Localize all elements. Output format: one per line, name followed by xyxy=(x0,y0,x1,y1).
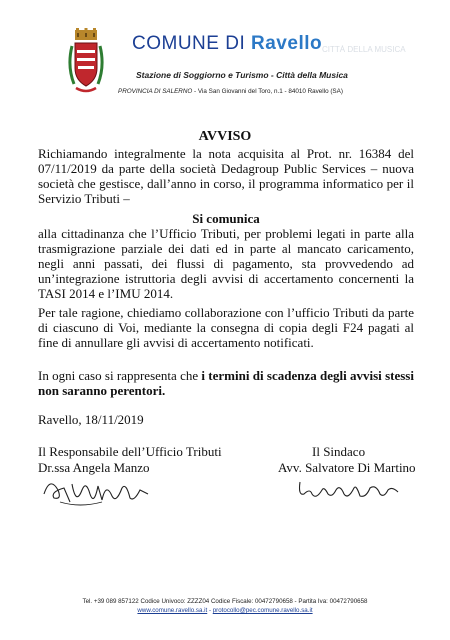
comune-title xyxy=(132,33,322,55)
paragraph-3-bold: i termini di scadenza degli avvisi stessi non saranno perentori. xyxy=(38,368,414,398)
title-ravello: Ravello xyxy=(251,33,323,54)
title-di: DI xyxy=(219,33,252,54)
coat-of-arms-icon xyxy=(68,28,104,104)
paragraph-3-start: In ogni caso si rappresenta che xyxy=(38,368,202,383)
si-comunica-heading: Si comunica xyxy=(192,211,260,226)
intro-paragraph: Richiamando integralmente la nota acquisita al Prot. nr. 16384 del 07/11/2019 da parte della società Dedagroup Public Services – nuova società che gestisce, dall’anno in corso, il programma informatico per il Servizio Tributi – xyxy=(38,146,414,206)
address-street: - Via San Giovanni del Toro, n.1 - 84010 Ravello (SA) xyxy=(192,88,343,95)
signature-block-right xyxy=(278,444,416,476)
header-subtitle: Stazione di Soggiorno e Turismo - Città della Musica xyxy=(136,70,348,80)
watermark-text: CITTÀ DELLA MUSICA xyxy=(322,45,406,54)
title-prefix: COMUNE xyxy=(132,33,220,54)
document-date: Ravello, 18/11/2019 xyxy=(38,412,144,427)
left-name: Dr.ssa Angela Manzo xyxy=(38,460,150,475)
address-province: PROVINCIA DI SALERNO xyxy=(118,88,193,95)
paragraph-1: alla cittadinanza che l’Ufficio Tributi, per problemi legati in parte alla trasmigrazione parziale dei dati ed in parte al mancato caricamento, negli anni passati, dei flussi di pagamento, sta provvedendo ad un’integrazione istruttoria degli avvisi di accertamento concernenti la TASI 2014 e l’IMU 2014. xyxy=(38,226,414,301)
paragraph-3 xyxy=(38,368,414,398)
footer-contacts: Tel. +39 089 857122 Codice Univoco: ZZZZ04 Codice Fiscale: 00472790658 - Partita Iva: 00472790658 xyxy=(82,598,368,605)
website-link[interactable]: www.comune.ravello.sa.it xyxy=(137,607,208,614)
notice-heading: AVVISO xyxy=(198,129,252,144)
header-address xyxy=(118,88,343,95)
left-role: Il Responsabile dell’Ufficio Tributi xyxy=(38,444,222,459)
paragraph-2: Per tale ragione, chiediamo collaborazione con l’ufficio Tributi da parte di ciascuno di Voi, mediante la consegna di copia degli F24 pagati al fine di annullare gli avvisi di accertamento notificati. xyxy=(38,305,414,350)
pec-link[interactable]: protocollo@pec.comune.ravello.sa.it xyxy=(212,607,313,614)
footer-separator: - xyxy=(207,607,213,614)
handwritten-signature-right xyxy=(296,474,406,504)
right-role: Il Sindaco xyxy=(312,444,366,459)
footer xyxy=(0,598,450,614)
right-name: Avv. Salvatore Di Martino xyxy=(278,460,416,475)
handwritten-signature-left xyxy=(40,472,160,512)
footer-links xyxy=(0,607,450,614)
